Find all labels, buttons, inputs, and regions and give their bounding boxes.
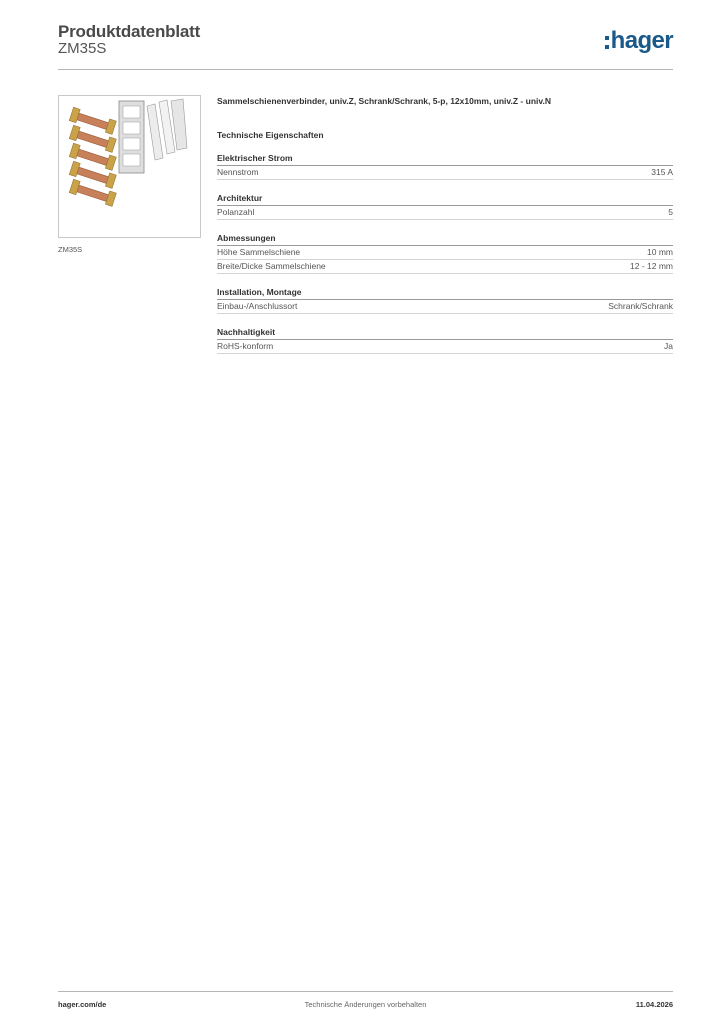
spec-row — [217, 260, 673, 274]
spec-label: Einbau-/Anschlussort — [217, 301, 298, 311]
footer-notice: Technische Änderungen vorbehalten — [304, 1000, 427, 1009]
logo-colon-icon — [605, 28, 609, 54]
section-dimensions — [217, 233, 673, 274]
spec-label: Höhe Sammelschiene — [217, 247, 301, 257]
mounting-frame — [119, 101, 144, 173]
support-rails — [147, 99, 187, 160]
section-architecture — [217, 193, 673, 220]
section-installation — [217, 287, 673, 314]
product-code: ZM35S — [58, 40, 107, 57]
spec-label: RoHS-konform — [217, 341, 274, 351]
section-title: Architektur — [217, 193, 673, 206]
tech-properties-heading: Technische Eigenschaften — [217, 130, 324, 140]
logo-text: hager — [610, 27, 673, 54]
section-title: Elektrischer Strom — [217, 153, 673, 166]
spec-value: Ja — [664, 341, 673, 351]
spec-value: Schrank/Schrank — [608, 301, 673, 311]
spec-row — [217, 166, 673, 180]
page-footer — [58, 991, 673, 1012]
document-title: Produktdatenblatt — [58, 22, 201, 41]
product-image — [58, 95, 201, 238]
section-title: Abmessungen — [217, 233, 673, 246]
product-specs — [217, 96, 673, 354]
spec-row — [217, 246, 673, 260]
product-description: Sammelschienenverbinder, univ.Z, Schrank/Schrank, 5-p, 12x10mm, univ.Z - univ.N — [217, 96, 551, 106]
spec-value: 5 — [668, 207, 673, 217]
footer-date: 11.04.2026 — [635, 1000, 673, 1009]
hager-logo — [605, 28, 673, 58]
spec-label: Breite/Dicke Sammelschiene — [217, 261, 326, 271]
section-title: Installation, Montage — [217, 287, 673, 300]
spec-label: Nennstrom — [217, 167, 259, 177]
section-electrical — [217, 153, 673, 180]
busbar-connector-picture — [59, 96, 200, 237]
spec-row — [217, 300, 673, 314]
spec-value: 315 A — [651, 167, 673, 177]
section-title: Nachhaltigkeit — [217, 327, 673, 340]
spec-row — [217, 206, 673, 220]
spec-label: Polanzahl — [217, 207, 255, 217]
image-caption: ZM35S — [58, 245, 83, 254]
copper-bars — [69, 107, 116, 206]
spec-value: 12 - 12 mm — [630, 261, 673, 271]
spec-value: 10 mm — [647, 247, 673, 257]
spec-row — [217, 340, 673, 354]
footer-website-link[interactable]: hager.com/de — [58, 1000, 107, 1009]
section-sustainability — [217, 327, 673, 354]
page-header — [58, 20, 673, 70]
